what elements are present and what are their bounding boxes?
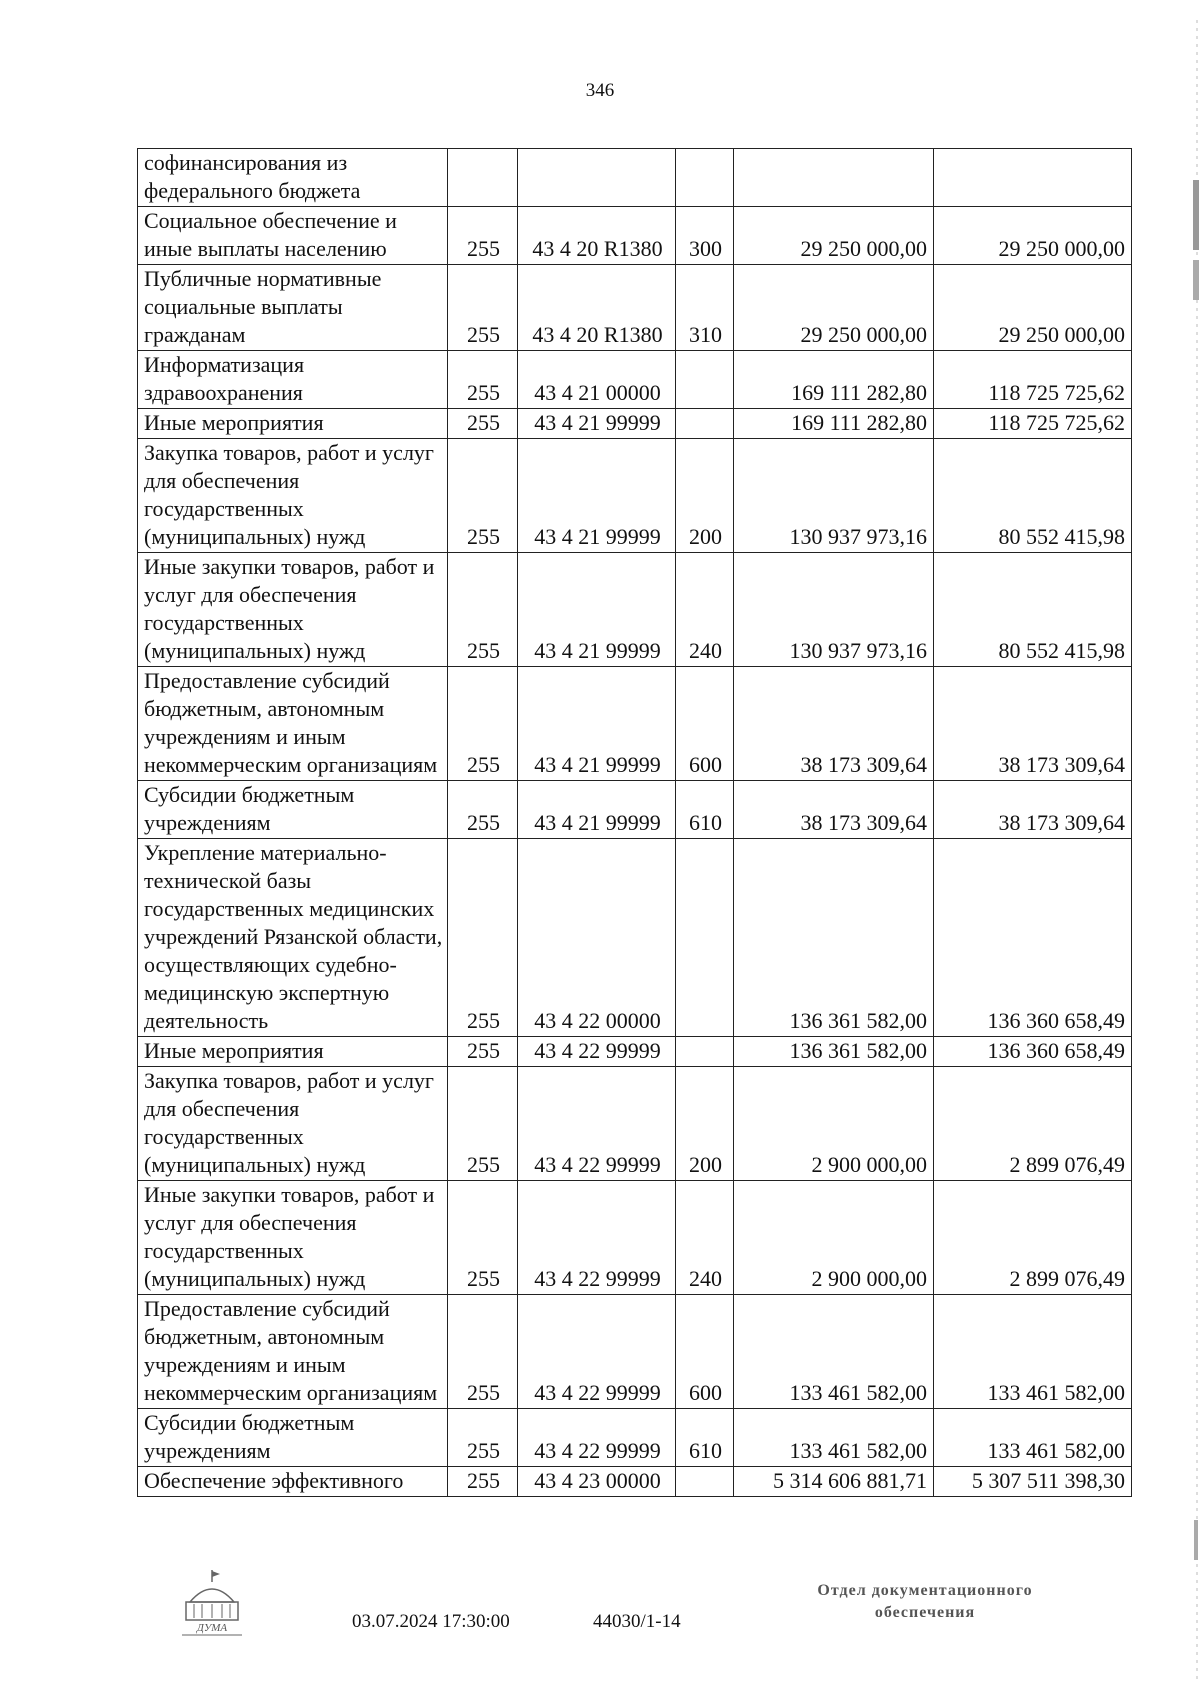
row-sum-2-cell: 80 552 415,98 [934, 553, 1132, 667]
page-number: 346 [585, 80, 615, 101]
department-stamp [760, 1580, 1090, 1624]
table-row [138, 439, 1132, 553]
row-sum-1-cell: 136 361 582,00 [734, 1037, 934, 1067]
row-vr-cell: 600 [676, 1295, 734, 1409]
row-sum-2-cell: 2 899 076,49 [934, 1181, 1132, 1295]
row-vr-cell [676, 409, 734, 439]
row-sum-1-cell: 136 361 582,00 [734, 839, 934, 1037]
row-csr-cell: 43 4 22 99999 [518, 1067, 676, 1181]
row-vr-cell: 240 [676, 1181, 734, 1295]
logo-text: ДУМА [196, 1622, 228, 1634]
row-name-cell: Укрепление материально-технической базы государственных медицинских учреждений Рязанской области, осуществляющих судебно-медицинскую экспертную деятельность [138, 839, 448, 1037]
row-sum-2-cell [934, 149, 1132, 207]
row-name-cell: Закупка товаров, работ и услуг для обеспечения государственных (муниципальных) нужд [138, 1067, 448, 1181]
row-vr-cell: 600 [676, 667, 734, 781]
table-body [138, 149, 1132, 1497]
row-ved-cell: 255 [448, 1295, 518, 1409]
row-ved-cell: 255 [448, 1467, 518, 1497]
row-sum-1-cell: 133 461 582,00 [734, 1409, 934, 1467]
row-sum-2-cell: 80 552 415,98 [934, 439, 1132, 553]
table-row [138, 409, 1132, 439]
row-sum-1-cell: 130 937 973,16 [734, 439, 934, 553]
table-row [138, 553, 1132, 667]
footer-doc-number: 44030/1-14 [593, 1611, 681, 1632]
row-ved-cell: 255 [448, 265, 518, 351]
row-vr-cell [676, 351, 734, 409]
table-row [138, 1037, 1132, 1067]
row-vr-cell: 610 [676, 1409, 734, 1467]
row-sum-2-cell: 136 360 658,49 [934, 839, 1132, 1037]
table-row [138, 781, 1132, 839]
row-sum-1-cell: 2 900 000,00 [734, 1181, 934, 1295]
row-ved-cell: 255 [448, 667, 518, 781]
row-sum-1-cell: 130 937 973,16 [734, 553, 934, 667]
row-name-cell: Обеспечение эффективного [138, 1467, 448, 1497]
row-sum-1-cell: 5 314 606 881,71 [734, 1467, 934, 1497]
row-csr-cell: 43 4 20 R1380 [518, 207, 676, 265]
row-sum-2-cell: 38 173 309,64 [934, 781, 1132, 839]
row-sum-2-cell: 5 307 511 398,30 [934, 1467, 1132, 1497]
row-ved-cell: 255 [448, 1067, 518, 1181]
row-vr-cell [676, 839, 734, 1037]
row-sum-2-cell: 29 250 000,00 [934, 265, 1132, 351]
stamp-line-1: Отдел документационного [817, 1582, 1033, 1599]
row-name-cell: Иные мероприятия [138, 409, 448, 439]
row-csr-cell: 43 4 22 00000 [518, 839, 676, 1037]
row-vr-cell: 240 [676, 553, 734, 667]
table-row [138, 1467, 1132, 1497]
table-row [138, 1409, 1132, 1467]
row-vr-cell: 200 [676, 1067, 734, 1181]
row-vr-cell: 200 [676, 439, 734, 553]
row-name-cell: Иные закупки товаров, работ и услуг для обеспечения государственных (муниципальных) нужд [138, 553, 448, 667]
scan-edge-marks [1186, 0, 1200, 1695]
row-name-cell: Субсидии бюджетным учреждениям [138, 781, 448, 839]
footer-date: 03.07.2024 17:30:00 [352, 1611, 510, 1632]
row-csr-cell: 43 4 20 R1380 [518, 265, 676, 351]
row-sum-1-cell: 29 250 000,00 [734, 207, 934, 265]
table-row [138, 667, 1132, 781]
row-vr-cell: 310 [676, 265, 734, 351]
row-name-cell: Предоставление субсидий бюджетным, автономным учреждениям и иным некоммерческим организациям [138, 667, 448, 781]
row-ved-cell: 255 [448, 1037, 518, 1067]
row-sum-2-cell: 136 360 658,49 [934, 1037, 1132, 1067]
row-ved-cell: 255 [448, 409, 518, 439]
row-sum-1-cell: 38 173 309,64 [734, 667, 934, 781]
row-sum-1-cell: 2 900 000,00 [734, 1067, 934, 1181]
row-sum-1-cell: 38 173 309,64 [734, 781, 934, 839]
row-ved-cell: 255 [448, 351, 518, 409]
row-vr-cell: 300 [676, 207, 734, 265]
table-row [138, 265, 1132, 351]
row-sum-1-cell: 169 111 282,80 [734, 351, 934, 409]
row-name-cell: софинансирования из федерального бюджета [138, 149, 448, 207]
row-name-cell: Иные закупки товаров, работ и услуг для обеспечения государственных (муниципальных) нужд [138, 1181, 448, 1295]
row-sum-1-cell: 133 461 582,00 [734, 1295, 934, 1409]
row-csr-cell: 43 4 21 99999 [518, 553, 676, 667]
row-vr-cell [676, 1037, 734, 1067]
row-csr-cell: 43 4 21 99999 [518, 409, 676, 439]
duma-logo-icon [176, 1568, 248, 1638]
row-name-cell: Закупка товаров, работ и услуг для обеспечения государственных (муниципальных) нужд [138, 439, 448, 553]
row-sum-2-cell: 133 461 582,00 [934, 1295, 1132, 1409]
row-vr-cell [676, 149, 734, 207]
row-name-cell: Субсидии бюджетным учреждениям [138, 1409, 448, 1467]
row-csr-cell [518, 149, 676, 207]
table-row [138, 351, 1132, 409]
row-name-cell: Информатизация здравоохранения [138, 351, 448, 409]
row-sum-2-cell: 2 899 076,49 [934, 1067, 1132, 1181]
row-csr-cell: 43 4 22 99999 [518, 1409, 676, 1467]
budget-table [137, 148, 1132, 1497]
row-csr-cell: 43 4 23 00000 [518, 1467, 676, 1497]
row-sum-2-cell: 29 250 000,00 [934, 207, 1132, 265]
row-vr-cell [676, 1467, 734, 1497]
row-csr-cell: 43 4 21 00000 [518, 351, 676, 409]
row-name-cell: Социальное обеспечение и иные выплаты населению [138, 207, 448, 265]
row-sum-1-cell: 169 111 282,80 [734, 409, 934, 439]
row-name-cell: Предоставление субсидий бюджетным, автономным учреждениям и иным некоммерческим организациям [138, 1295, 448, 1409]
row-name-cell: Иные мероприятия [138, 1037, 448, 1067]
row-ved-cell: 255 [448, 439, 518, 553]
row-sum-2-cell: 118 725 725,62 [934, 409, 1132, 439]
row-ved-cell: 255 [448, 839, 518, 1037]
stamp-line-2: обеспечения [874, 1604, 976, 1621]
row-sum-1-cell: 29 250 000,00 [734, 265, 934, 351]
row-csr-cell: 43 4 21 99999 [518, 439, 676, 553]
row-name-cell: Публичные нормативные социальные выплаты гражданам [138, 265, 448, 351]
row-ved-cell: 255 [448, 1181, 518, 1295]
row-vr-cell: 610 [676, 781, 734, 839]
row-sum-2-cell: 118 725 725,62 [934, 351, 1132, 409]
row-csr-cell: 43 4 21 99999 [518, 667, 676, 781]
table-row [138, 149, 1132, 207]
row-csr-cell: 43 4 22 99999 [518, 1295, 676, 1409]
row-csr-cell: 43 4 22 99999 [518, 1037, 676, 1067]
row-csr-cell: 43 4 21 99999 [518, 781, 676, 839]
table-row [138, 839, 1132, 1037]
row-sum-2-cell: 133 461 582,00 [934, 1409, 1132, 1467]
row-ved-cell: 255 [448, 207, 518, 265]
row-ved-cell: 255 [448, 781, 518, 839]
row-ved-cell: 255 [448, 553, 518, 667]
table-row [138, 207, 1132, 265]
row-ved-cell: 255 [448, 1409, 518, 1467]
row-csr-cell: 43 4 22 99999 [518, 1181, 676, 1295]
row-sum-2-cell: 38 173 309,64 [934, 667, 1132, 781]
row-sum-1-cell [734, 149, 934, 207]
table-row [138, 1295, 1132, 1409]
table-row [138, 1181, 1132, 1295]
row-ved-cell [448, 149, 518, 207]
table-row [138, 1067, 1132, 1181]
